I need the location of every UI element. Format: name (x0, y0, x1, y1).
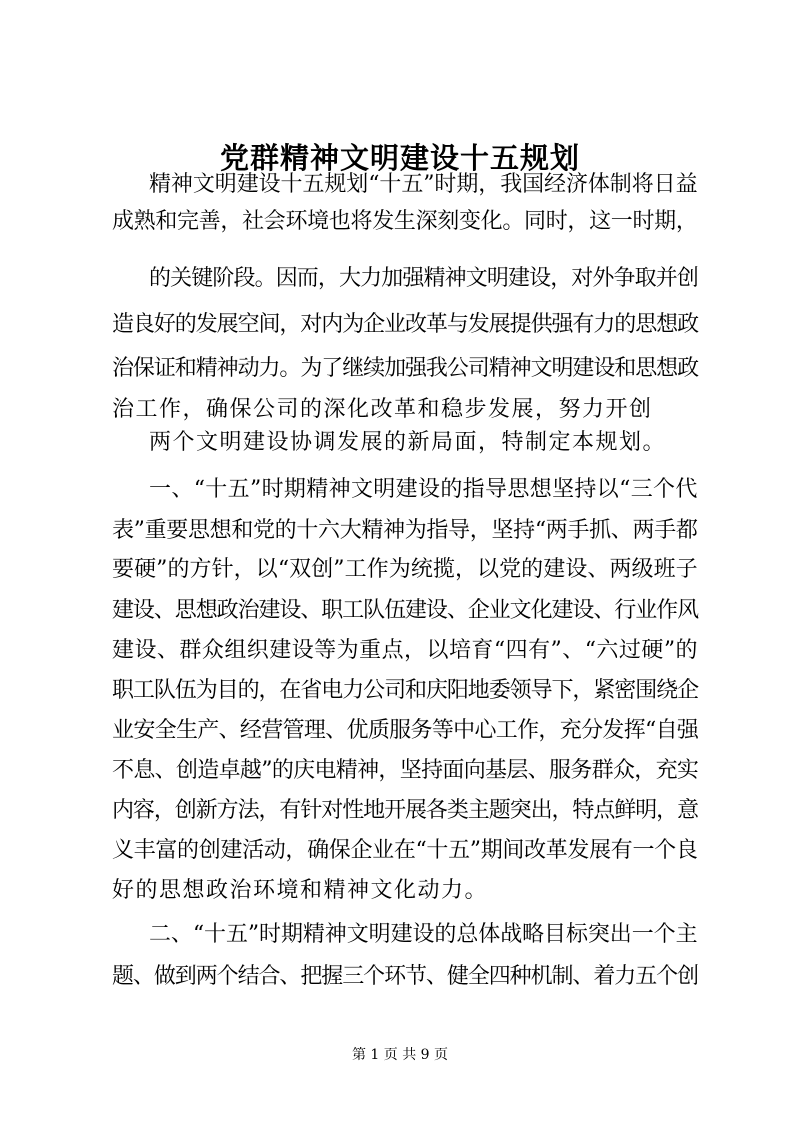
body-line: 精神文明建设十五规划“十五”时期，我国经济体制将日益 (149, 172, 698, 197)
document-title: 党群精神文明建设十五规划 (219, 141, 580, 175)
body-line: 建设、群众组织建设等为重点，以培育“四有”、“六过硬”的 (112, 638, 698, 663)
body-line: 职工队伍为目的，在省电力公司和庆阳地委领导下，紧密围绕企 (112, 678, 699, 703)
body-line: 两个文明建设协调发展的新局面，特制定本规划。 (149, 430, 667, 455)
body-line: 建设、思想政治建设、职工队伍建设、企业文化建设、行业作风 (112, 598, 699, 623)
body-line: 造良好的发展空间，对内为企业改革与发展提供强有力的思想政 (112, 312, 699, 337)
body-line: 二、“十五”时期精神文明建设的总体战略目标突出一个主 (149, 922, 698, 947)
body-line: 题、做到两个结合、把握三个环节、健全四种机制、着力五个创 (112, 964, 699, 989)
body-line: 一、“十五”时期精神文明建设的指导思想坚持以“三个代 (149, 477, 698, 502)
body-line: 治工作，确保公司的深化改革和稳步发展，努力开创 (112, 397, 653, 422)
body-line: 业安全生产、经营管理、优质服务等中心工作，充分发挥“自强 (112, 718, 699, 743)
body-line: 不息、创造卓越”的庆电精神，坚持面向基层、服务群众，充实 (112, 758, 699, 783)
body-line: 治保证和精神动力。为了继续加强我公司精神文明建设和思想政 (112, 356, 699, 381)
body-line: 的关键阶段。因而，大力加强精神文明建设，对外争取并创 (149, 266, 699, 291)
body-line: 义丰富的创建活动，确保企业在“十五”期间改革发展有一个良 (112, 838, 698, 863)
body-line: 表”重要思想和党的十六大精神为指导，坚持“两手抓、两手都 (112, 518, 698, 543)
body-line: 成熟和完善，社会环境也将发生深刻变化。同时，这一时期， (112, 209, 698, 234)
body-line: 内容，创新方法，有针对性地开展各类主题突出，特点鲜明，意 (112, 798, 699, 823)
body-line: 好的思想政治环境和精神文化动力。 (112, 878, 489, 903)
page-number-footer: 第 1 页 共 9 页 (351, 1047, 449, 1063)
body-line: 要硬”的方针，以“双创”工作为统揽，以党的建设、两级班子 (112, 557, 698, 582)
